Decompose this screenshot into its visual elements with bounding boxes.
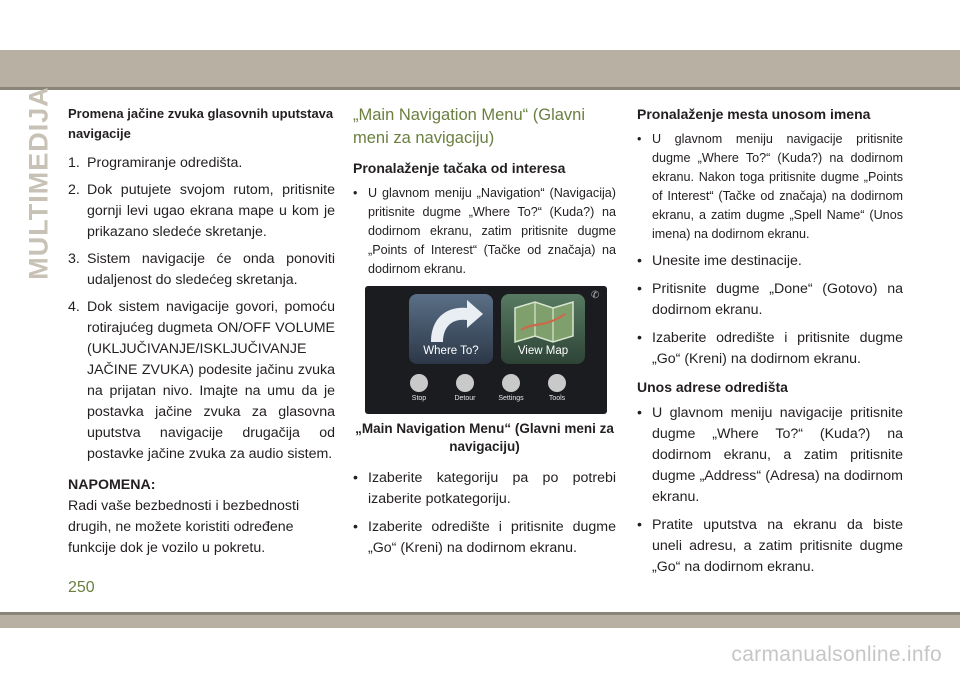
bullet-glyph: • bbox=[637, 405, 642, 421]
step-number: 4. bbox=[68, 299, 80, 315]
bullet-glyph: • bbox=[637, 132, 642, 146]
tools-label: Tools bbox=[548, 395, 566, 402]
footer-band bbox=[0, 615, 960, 628]
settings-icon bbox=[502, 374, 520, 392]
bullet-glyph: • bbox=[353, 186, 358, 200]
column-middle bbox=[353, 104, 616, 566]
section-heading-main-menu: „Main Navigation Menu“ (Glavni meni za navigaciju) bbox=[353, 106, 586, 147]
bullet-glyph: • bbox=[353, 519, 358, 535]
step-text: Sistem navigacije će onda ponoviti udaljenost do sledećeg skretanja. bbox=[87, 251, 335, 288]
bullet-item bbox=[637, 279, 903, 321]
step-number: 2. bbox=[68, 182, 80, 198]
where-to-label: Where To? bbox=[423, 345, 479, 357]
bullet-item bbox=[637, 403, 903, 508]
bullet-item bbox=[353, 184, 616, 279]
bullet-item bbox=[637, 515, 903, 578]
column-right bbox=[637, 104, 903, 585]
step-text: Dok putujete svojom rutom, pritisnite gornji levi ugao ekrana mape u kom je prikazano sledeće skretanje. bbox=[87, 182, 335, 240]
bullet-text: Izaberite kategoriju pa po potrebi izaberite potkategoriju. bbox=[368, 470, 616, 507]
step-number: 1. bbox=[68, 155, 80, 171]
bullet-item bbox=[637, 328, 903, 370]
step-item bbox=[68, 297, 335, 465]
column-left bbox=[68, 104, 335, 559]
section-heading-spell-name: Pronalaženje mesta unosom imena bbox=[637, 106, 871, 122]
section-heading-volume: Promena jačine zvuka glasovnih uputstava navigacije bbox=[68, 106, 334, 141]
detour-icon bbox=[456, 374, 474, 392]
figure-caption: „Main Navigation Menu“ (Glavni meni za navigaciju) bbox=[355, 421, 614, 454]
step-text: Programiranje odredišta. bbox=[87, 155, 243, 171]
tools-icon bbox=[548, 374, 566, 392]
subheading-poi: Pronalaženje tačaka od interesa bbox=[353, 160, 566, 176]
bullet-glyph: • bbox=[637, 517, 642, 533]
bullet-item bbox=[353, 468, 616, 510]
bullet-glyph: • bbox=[353, 470, 358, 486]
step-number: 3. bbox=[68, 251, 80, 267]
navigation-screen-image bbox=[365, 286, 607, 414]
map-icon bbox=[501, 294, 585, 344]
bullet-text: Unesite ime destinacije. bbox=[652, 253, 802, 269]
bullet-text: Pratite uputstva na ekranu da biste uneli adresu, a zatim pritisnite dugme „Go“ na dodirnom ekranu. bbox=[652, 517, 903, 575]
settings-label: Settings bbox=[498, 395, 524, 402]
bullet-glyph: • bbox=[637, 330, 642, 346]
note-title: NAPOMENA: bbox=[68, 477, 156, 493]
step-item bbox=[68, 153, 335, 174]
bullet-item bbox=[353, 517, 616, 559]
note-text: Radi vaše bezbednosti i bezbednosti drugih, ne možete koristiti određene funkcije dok je vozilo u pokretu. bbox=[68, 498, 300, 556]
step-text: Dok sistem navigacije govori, pomoću rotirajućeg dugmeta ON/OFF VOLUME (UKLJUČIVANJE/ISKLJUČIVANJE JAČINE ZVUKA) podesite jačinu zvuka na prijatan nivo. Imajte na umu da je postavka jačine zvuka za glasovna uputstva navigacije drugačija od postavke jačine zvuka za audio sistem. bbox=[87, 299, 335, 462]
phone-icon: ✆ bbox=[591, 290, 600, 301]
page-number: 250 bbox=[68, 579, 95, 596]
bullet-glyph: • bbox=[637, 281, 642, 297]
step-item bbox=[68, 180, 335, 243]
bullet-text: U glavnom meniju navigacije pritisnite dugme „Where To?“ (Kuda?) na dodirnom ekranu, a zatim pritisnite dugme „Address“ (Adresa) na dodirnom ekranu. bbox=[652, 405, 903, 505]
bullet-item bbox=[637, 130, 903, 244]
header-rule bbox=[0, 87, 960, 90]
watermark-text: carmanualsonline.info bbox=[731, 643, 942, 666]
stop-icon bbox=[410, 374, 428, 392]
section-side-tab-label: MULTIMEDIJA bbox=[23, 85, 54, 280]
bullet-glyph: • bbox=[637, 253, 642, 269]
bullet-text: Izaberite odredište i pritisnite dugme „Go“ (Kreni) na dodirnom ekranu. bbox=[368, 519, 616, 556]
bullet-text: Pritisnite dugme „Done“ (Gotovo) na dodirnom ekranu. bbox=[652, 281, 903, 318]
view-map-label: View Map bbox=[517, 345, 569, 357]
curved-arrow-icon bbox=[409, 294, 493, 344]
step-item bbox=[68, 249, 335, 291]
bullet-item bbox=[637, 251, 903, 272]
bullet-text: Izaberite odredište i pritisnite dugme „Go“ (Kreni) na dodirnom ekranu. bbox=[652, 330, 903, 367]
bullet-text: U glavnom meniju navigacije pritisnite dugme „Where To?“ (Kuda?) na dodirnom ekranu. Nakon toga pritisnite dugme „Points of Interest“ (Tačke od značaja) na dodirnom ekranu, a zatim dugme „Spell Name“ (Unos imena) na dodirnom ekranu. bbox=[652, 132, 903, 241]
section-side-tab bbox=[22, 85, 56, 280]
header-band bbox=[0, 50, 960, 87]
detour-label: Detour bbox=[454, 395, 476, 402]
section-heading-address: Unos adrese odredišta bbox=[637, 379, 788, 395]
bullet-text: U glavnom meniju „Navigation“ (Navigacija) pritisnite dugme „Where To?“ (Kuda?) na dodirnom ekranu, zatim pritisnite dugme „Points of Interest“ (Tačke od značaja) na dodirnom ekranu. bbox=[368, 186, 616, 276]
stop-label: Stop bbox=[411, 395, 427, 402]
